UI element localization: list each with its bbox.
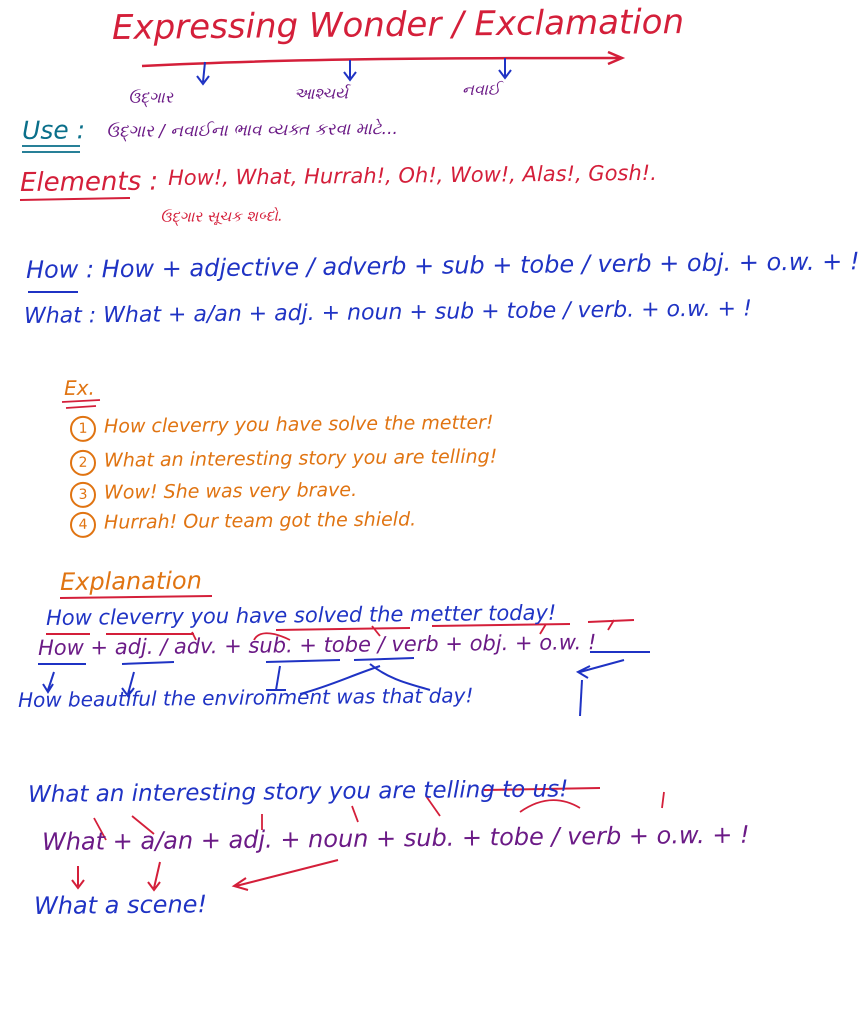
use-underline bbox=[22, 146, 80, 152]
example-number: 2 bbox=[70, 450, 96, 476]
down-arrow-1 bbox=[197, 62, 209, 84]
f2-down-3 bbox=[234, 860, 338, 890]
example-number: 1 bbox=[70, 416, 96, 442]
f1-down-6 bbox=[578, 660, 624, 678]
ex-underline bbox=[62, 400, 100, 408]
example-text: Hurrah! Our team got the shield. bbox=[103, 508, 417, 534]
explanation-underline bbox=[60, 596, 212, 598]
example-item-4 bbox=[70, 508, 416, 538]
gujarati-label-2: આશ્ચર્ય bbox=[293, 83, 349, 103]
s2-arrow-4 bbox=[352, 806, 358, 822]
example-text: Wow! She was very brave. bbox=[103, 478, 358, 504]
use-text: ઉદ્ગાર / નવાઈના ભાવ વ્યક્ત કરવા માટે... bbox=[105, 118, 398, 142]
explanation-example-2: What a scene! bbox=[33, 890, 208, 920]
how-formula: How : How + adjective / adverb + sub + tobe / verb + obj. + o.w. + ! bbox=[25, 247, 860, 284]
explanation-sentence-2: What an interesting story you are telling to us! bbox=[27, 776, 569, 808]
page-title: Expressing Wonder / Exclamation bbox=[111, 2, 685, 48]
title-arrow-head bbox=[608, 52, 622, 64]
explanation-example-1: How beautiful the environment was that day! bbox=[17, 683, 474, 712]
down-arrow-2 bbox=[344, 60, 356, 80]
title-arrow-line bbox=[142, 58, 620, 66]
explanation-formula-2: What + a/an + adj. + noun + sub. + tobe / verb + o.w. + ! bbox=[41, 820, 750, 856]
down-arrow-3 bbox=[499, 58, 511, 78]
example-text: How cleverry you have solve the metter! bbox=[103, 411, 494, 438]
use-label: Use : bbox=[21, 115, 86, 145]
explanation-sentence-1: How cleverry you have solved the metter today! bbox=[45, 600, 557, 630]
f2-down-1 bbox=[72, 866, 84, 888]
explanation-formula-1: How + adj. / adv. + sub. + tobe / verb + obj. + o.w. ! bbox=[37, 630, 597, 660]
example-item-2 bbox=[70, 446, 498, 476]
f1-arrow-5 bbox=[608, 620, 614, 630]
example-text: What an interesting story you are telling! bbox=[103, 445, 498, 472]
example-item-1 bbox=[70, 412, 494, 442]
example-number: 4 bbox=[70, 512, 96, 538]
explanation-label: Explanation bbox=[59, 566, 203, 596]
example-item-3 bbox=[70, 479, 357, 508]
f2-down-2 bbox=[148, 862, 160, 890]
gujarati-label-1: ઉદ્ગાર bbox=[127, 87, 174, 107]
elements-list: How!, What, Hurrah!, Oh!, Wow!, Alas!, Gosh!. bbox=[167, 160, 657, 190]
elements-label: Elements : bbox=[19, 166, 159, 198]
elements-note: ઉદ્ગાર સૂચક શબ્દો. bbox=[159, 206, 283, 226]
example-number: 3 bbox=[70, 482, 96, 508]
elements-underline bbox=[20, 198, 130, 200]
gujarati-label-3: નવાઈ bbox=[461, 79, 501, 99]
s2-arrow-7 bbox=[662, 792, 664, 808]
examples-label: Ex. bbox=[63, 375, 95, 400]
what-formula: What : What + a/an + adj. + noun + sub + tobe / verb. + o.w. + ! bbox=[23, 296, 752, 329]
f1-down-7 bbox=[580, 680, 582, 716]
